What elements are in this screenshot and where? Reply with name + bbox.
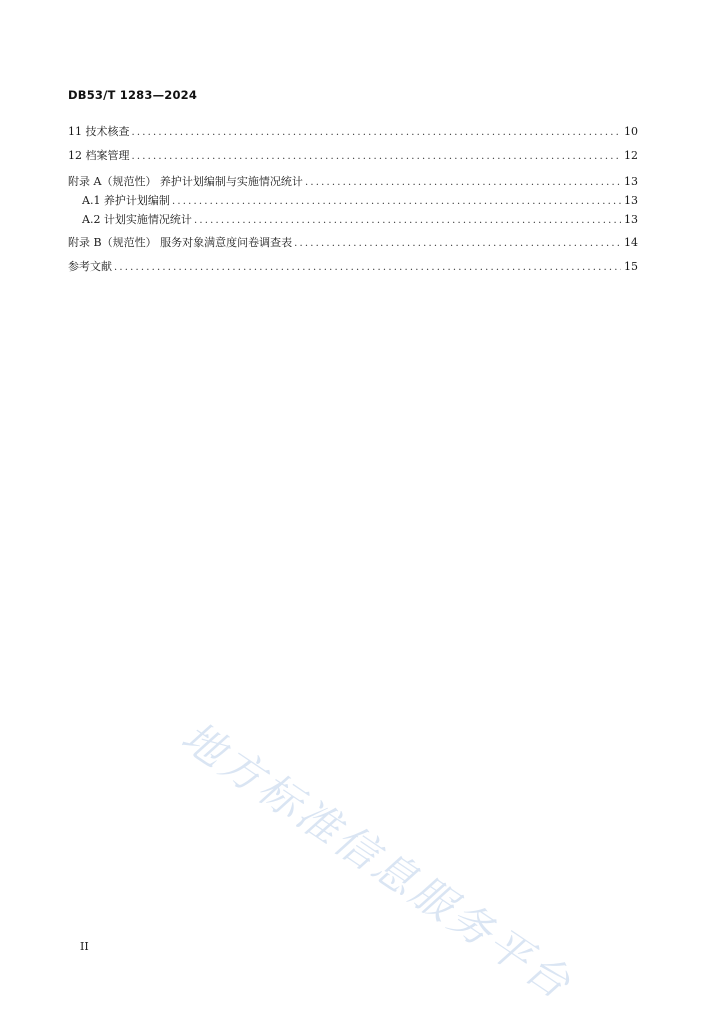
toc-entry-label: 附录 A（规范性） 养护计划编制与实施情况统计 (68, 175, 303, 188)
toc-dot-leader (172, 194, 621, 210)
page-number: II (80, 940, 89, 953)
toc-entry-appendix-a2[interactable] (68, 212, 638, 228)
toc-entry-page: 13 (624, 213, 638, 226)
toc-dot-leader (194, 213, 621, 229)
toc-entry-appendix-b[interactable] (68, 235, 638, 251)
toc-entry-label: 参考文献 (68, 260, 112, 273)
document-code-header: DB53/T 1283—2024 (68, 88, 198, 102)
toc-entry-label: 附录 B（规范性） 服务对象满意度问卷调查表 (68, 236, 293, 249)
toc-entry-page: 12 (624, 149, 638, 162)
toc-entry-references[interactable] (68, 259, 638, 275)
toc-entry-page: 14 (624, 236, 638, 249)
watermark-text: 地方标准信息服务平台 (172, 711, 582, 1010)
toc-entry-label: 12 档案管理 (68, 149, 130, 162)
toc-entry-page: 13 (624, 194, 638, 207)
toc-entry-label: A.1 养护计划编制 (82, 194, 170, 207)
toc-entry-page: 10 (624, 125, 638, 138)
toc-entry-technical-check[interactable] (68, 124, 638, 140)
toc-entry-page: 15 (624, 260, 638, 273)
toc-dot-leader (305, 175, 621, 191)
toc-entry-appendix-a[interactable] (68, 174, 638, 190)
toc-entry-page: 13 (624, 175, 638, 188)
toc-entry-archive-management[interactable] (68, 148, 638, 164)
toc-dot-leader (132, 149, 622, 165)
toc-entry-label: 11 技术核查 (68, 125, 130, 138)
toc-dot-leader (294, 236, 621, 252)
toc-entry-label: A.2 计划实施情况统计 (82, 213, 192, 226)
toc-entry-appendix-a1[interactable] (68, 193, 638, 209)
toc-dot-leader (132, 125, 622, 141)
toc-dot-leader (114, 260, 621, 276)
